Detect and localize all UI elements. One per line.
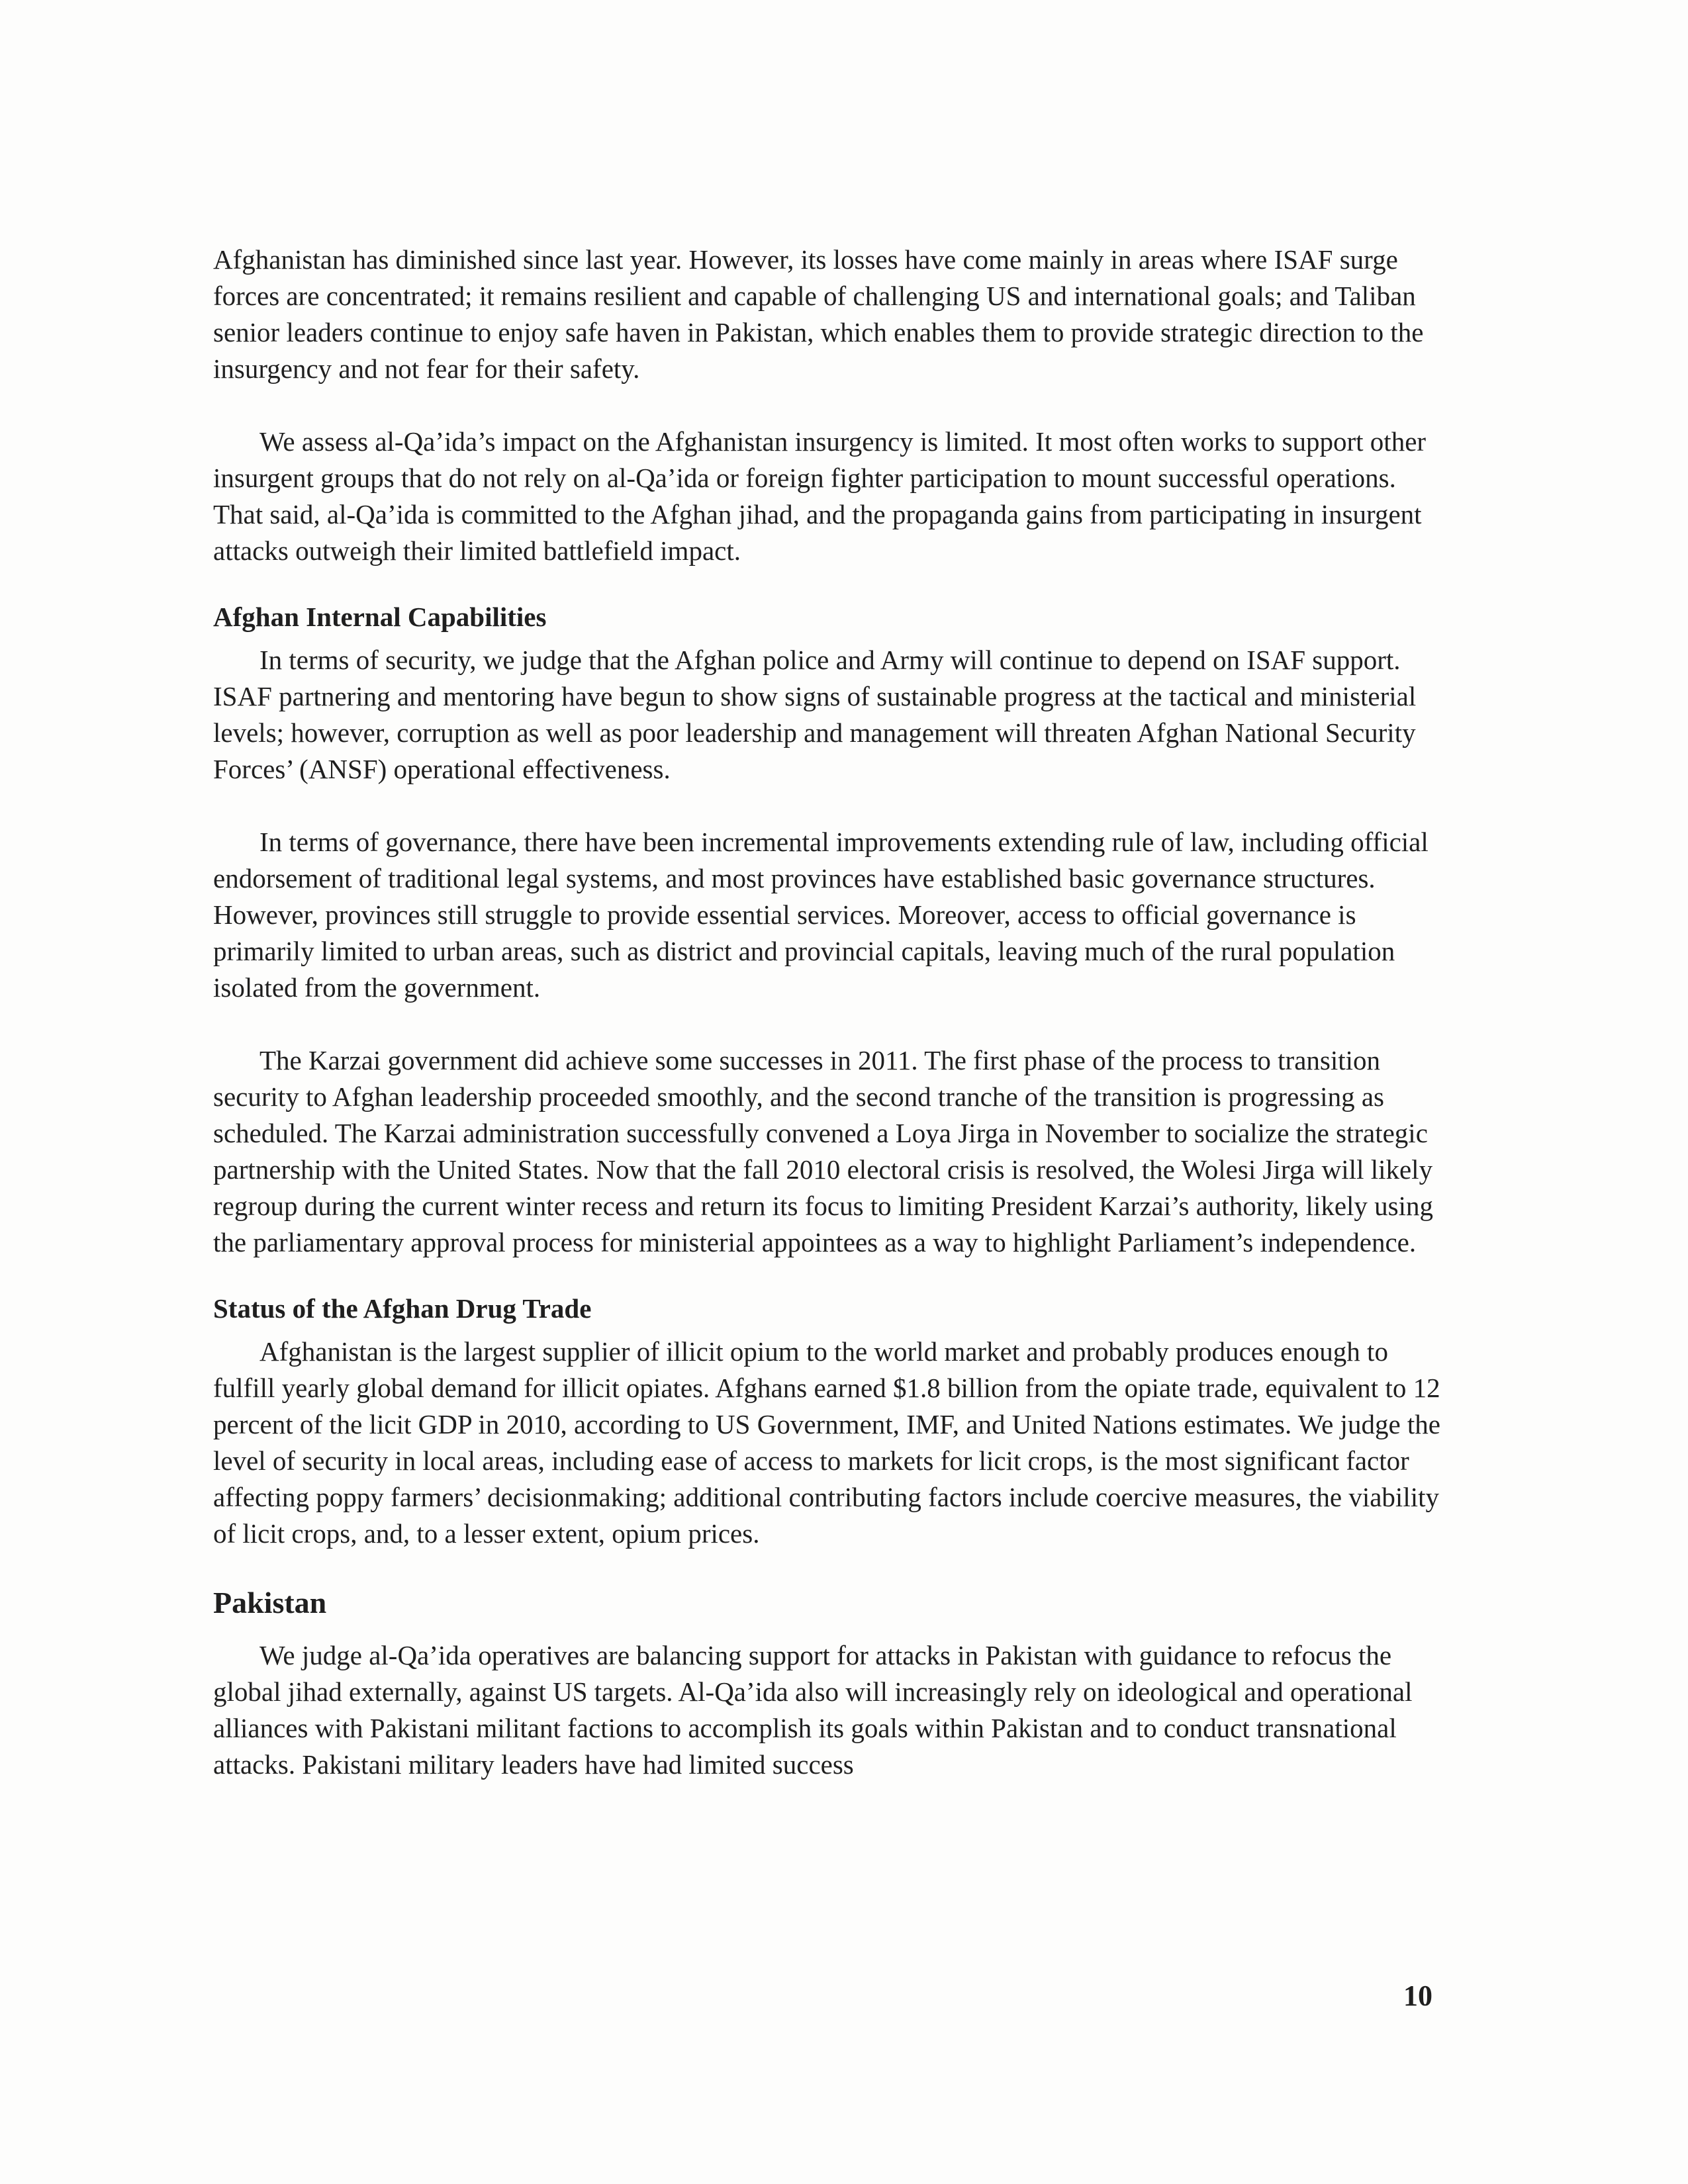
paragraph-drug-trade: Afghanistan is the largest supplier of illicit opium to the world market and probably produces enough to fulfill yearly global demand for illicit opiates. Afghans earned $1.8 billion from the opiate trade, equivalent to 12 percent of the licit GDP in 2010, according to US Government, IMF, and United Nations estimates. We judge the level of security in local areas, including ease of access to markets for licit crops, is the most significant factor affecting poppy farmers’ decisionmaking; additional contributing factors include coercive measures, the viability of licit crops, and, to a lesser extent, opium prices. — [213, 1336, 1440, 1549]
paragraph-al-qaida-impact: We assess al-Qa’ida’s impact on the Afghanistan insurgency is limited. It most often works to support other insurgent groups that do not rely on al-Qa’ida or foreign fighter participation to mount successful operations. That said, al-Qa’ida is committed to the Afghan jihad, and the propaganda gains from participating in insurgent attacks outweigh their limited battlefield impact. — [213, 426, 1427, 566]
heading-drug-trade: Status of the Afghan Drug Trade — [213, 1293, 592, 1324]
heading-afghan-internal-capabilities: Afghan Internal Capabilities — [213, 602, 547, 632]
paragraph-taliban-status: Afghanistan has diminished since last year. However, its losses have come mainly in areas where ISAF surge forces are concentrated; it remains resilient and capable of challenging US and international goals; and Taliban senior leaders continue to enjoy safe haven in Pakistan, which enables them to provide strategic direction to the insurgency and not fear for their safety. — [213, 244, 1424, 384]
page-number: 10 — [1403, 1979, 1432, 2012]
page-body — [213, 242, 1444, 1819]
paragraph-pakistan: We judge al-Qa’ida operatives are balancing support for attacks in Pakistan with guidance to refocus the global jihad externally, against US targets. Al-Qa’ida also will increasingly rely on ideological and operational alliances with Pakistani militant factions to accomplish its goals within Pakistan and to conduct transnational attacks. Pakistani military leaders have had limited success — [213, 1640, 1413, 1780]
paragraph-karzai-government: The Karzai government did achieve some successes in 2011. The first phase of the process to transition security to Afghan leadership proceeded smoothly, and the second tranche of the transition is progressing as scheduled. The Karzai administration successfully convened a Loya Jirga in November to socialize the strategic partnership with the United States. Now that the fall 2010 electoral crisis is resolved, the Wolesi Jirga will likely regroup during the current winter recess and return its focus to limiting President Karzai’s authority, likely using the parliamentary approval process for ministerial appointees as a way to highlight Parliament’s independence. — [213, 1045, 1434, 1257]
heading-pakistan: Pakistan — [213, 1586, 327, 1619]
paragraph-security: In terms of security, we judge that the Afghan police and Army will continue to depend on ISAF support. ISAF partnering and mentoring have begun to show signs of sustainable progress at the tactical and ministerial levels; however, corruption as well as poor leadership and management will threaten Afghan National Security Forces’ (ANSF) operational effectiveness. — [213, 645, 1417, 784]
paragraph-governance: In terms of governance, there have been incremental improvements extending rule of law, including official endorsement of traditional legal systems, and most provinces have established basic governance structures. However, provinces still struggle to provide essential services. Moreover, access to official governance is primarily limited to urban areas, such as district and provincial capitals, leaving much of the rural population isolated from the government. — [213, 827, 1429, 1003]
